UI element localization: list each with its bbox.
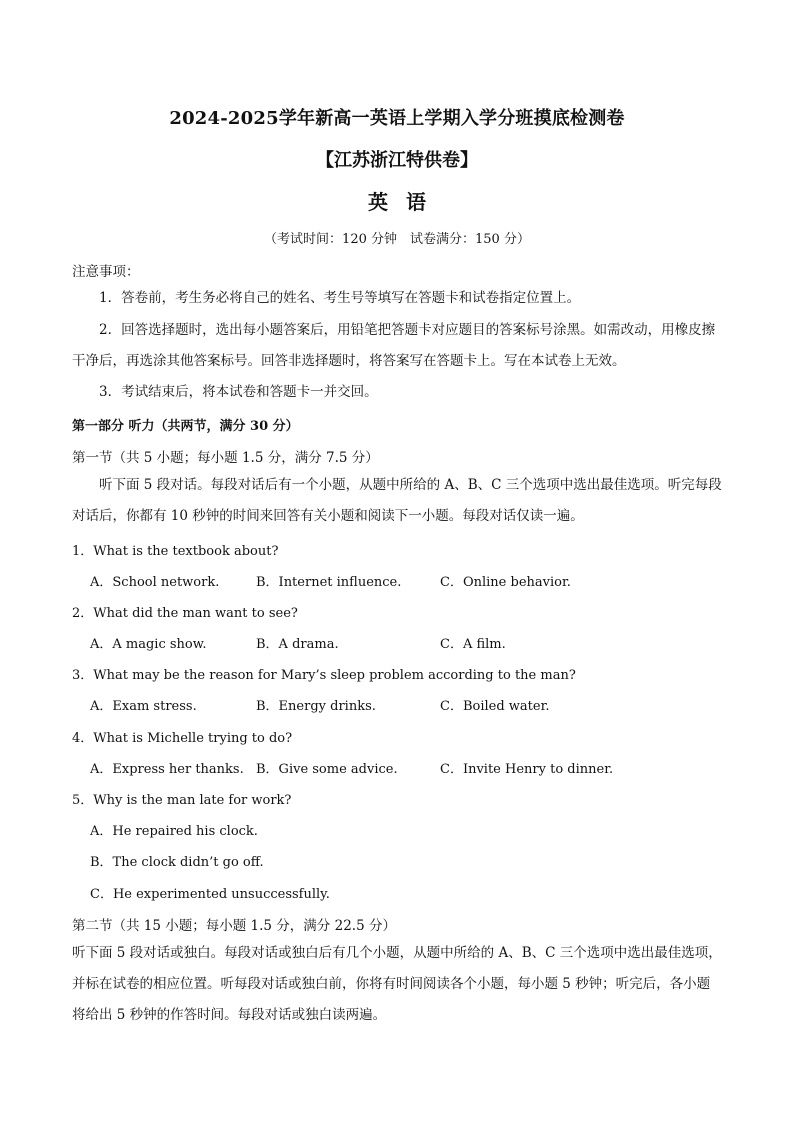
q1-option-c[interactable]: C．Online behavior.	[440, 575, 571, 590]
question-2: 2．What did the man want to see?	[72, 606, 298, 621]
exam-subtitle: 【江苏浙江特供卷】	[316, 150, 478, 171]
section1-heading: 第一节（共 5 小题；每小题 1.5 分，满分 7.5 分）	[72, 450, 379, 466]
q3-option-c[interactable]: C．Boiled water.	[440, 699, 550, 714]
question-3: 3．What may be the reason for Mary’s sleep problem according to the man?	[72, 668, 576, 683]
notice-item-1: 1．答卷前，考生务必将自己的姓名、考生号等填写在答题卡和试卷指定位置上。	[99, 290, 581, 306]
section2-instructions: 听下面 5 段对话或独白。每段对话或独白后有几个小题，从题中所给的 A、B、C 三个选项中选出最佳选项，并标在试卷的相应位置。听每段对话或独白前，你将有时间阅读各个小题，每小题 5 秒钟；听完后，各小题将给出 5 秒钟的作答时间。每段对话或独白读两遍。	[72, 945, 722, 1023]
q5-option-c[interactable]: C．He experimented unsuccessfully.	[90, 887, 330, 902]
exam-info: （考试时间：120 分钟 试卷满分：150 分）	[264, 232, 530, 247]
q4-option-b[interactable]: B．Give some advice.	[256, 762, 398, 777]
part1-heading: 第一部分 听力（共两节，满分 30 分）	[72, 419, 299, 434]
q2-option-b[interactable]: B．A drama.	[256, 637, 339, 652]
notice-heading: 注意事项：	[72, 264, 140, 280]
question-1: 1．What is the textbook about?	[72, 544, 279, 559]
q3-option-b[interactable]: B．Energy drinks.	[256, 699, 376, 714]
section1-instructions: 听下面 5 段对话。每段对话后有一个小题，从题中所给的 A、B、C 三个选项中选出最佳选项。听完每段对话后，你都有 10 秒钟的时间来回答有关小题和阅读下一小题。每段对话仅读一遍。	[72, 477, 722, 524]
q5-option-a[interactable]: A．He repaired his clock.	[90, 824, 258, 839]
q3-option-a[interactable]: A．Exam stress.	[90, 699, 197, 714]
question-5: 5．Why is the man late for work?	[72, 793, 292, 808]
q4-option-a[interactable]: A．Express her thanks.	[90, 762, 244, 777]
q1-option-a[interactable]: A．School network.	[90, 575, 220, 590]
q1-option-b[interactable]: B．Internet influence.	[256, 575, 402, 590]
notice-item-2: 2．回答选择题时，选出每小题答案后，用铅笔把答题卡对应题目的答案标号涂黑。如需改动，用橡皮擦干净后，再选涂其他答案标号。回答非选择题时，将答案写在答题卡上。写在本试卷上无效。	[72, 322, 716, 369]
exam-title: 2024-2025学年新高一英语上学期入学分班摸底检测卷	[169, 108, 625, 129]
notice-item-3: 3．考试结束后，将本试卷和答题卡一并交回。	[99, 384, 378, 400]
question-4: 4．What is Michelle trying to do?	[72, 731, 293, 746]
q2-option-c[interactable]: C．A film.	[440, 637, 506, 652]
subject-title: 英语	[368, 190, 444, 214]
q5-option-b[interactable]: B．The clock didn’t go off.	[90, 855, 264, 870]
q4-option-c[interactable]: C．Invite Henry to dinner.	[440, 762, 614, 777]
section2-heading: 第二节（共 15 小题；每小题 1.5 分，满分 22.5 分）	[72, 918, 396, 934]
q2-option-a[interactable]: A．A magic show.	[90, 637, 207, 652]
